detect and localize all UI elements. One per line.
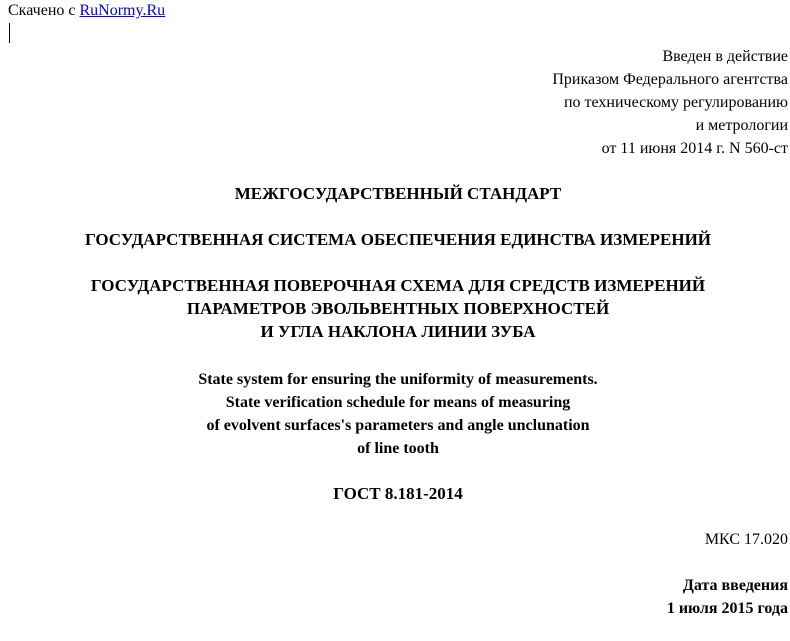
english-title-line: of evolvent surfaces's parameters and angle unclunation bbox=[206, 417, 590, 434]
text-cursor bbox=[9, 23, 10, 43]
standard-title bbox=[0, 274, 790, 343]
introduced-line: Приказом Федерального агентства bbox=[552, 71, 788, 88]
standard-title-line: ГОСУДАРСТВЕННАЯ ПОВЕРОЧНАЯ СХЕМА ДЛЯ СРЕДСТВ ИЗМЕРЕНИЙ bbox=[90, 276, 706, 295]
introduced-line: и метрологии bbox=[695, 117, 788, 134]
introduction-date-block bbox=[667, 574, 788, 620]
introduced-line: от 11 июня 2014 г. N 560-ст bbox=[601, 140, 788, 157]
english-title-line: State verification schedule for means of measuring bbox=[225, 394, 571, 411]
runormy-link[interactable]: RuNormy.Ru bbox=[79, 2, 166, 19]
standard-system-heading: ГОСУДАРСТВЕННАЯ СИСТЕМА ОБЕСПЕЧЕНИЯ ЕДИНСТВА ИЗМЕРЕНИЙ bbox=[84, 230, 712, 249]
standard-title-line: ПАРАМЕТРОВ ЭВОЛЬВЕНТНЫХ ПОВЕРХНОСТЕЙ bbox=[186, 299, 610, 318]
english-title-line: of line tooth bbox=[357, 440, 439, 457]
gost-number: ГОСТ 8.181-2014 bbox=[333, 484, 463, 503]
english-title bbox=[0, 368, 790, 460]
source-prefix: Скачено с bbox=[8, 2, 80, 19]
source-line bbox=[8, 1, 165, 21]
standard-type-heading: МЕЖГОСУДАРСТВЕННЫЙ СТАНДАРТ bbox=[234, 184, 562, 203]
introduced-block bbox=[552, 45, 788, 160]
introduced-line: Введен в действие bbox=[662, 48, 788, 65]
date-value: 1 июля 2015 года bbox=[666, 600, 788, 617]
date-label: Дата введения bbox=[682, 577, 788, 594]
standard-title-line: И УГЛА НАКЛОНА ЛИНИИ ЗУБА bbox=[260, 322, 536, 341]
introduced-line: по техническому регулированию bbox=[563, 94, 788, 111]
mks-code: МКС 17.020 bbox=[704, 531, 788, 548]
english-title-line: State system for ensuring the uniformity of measurements. bbox=[198, 371, 598, 388]
